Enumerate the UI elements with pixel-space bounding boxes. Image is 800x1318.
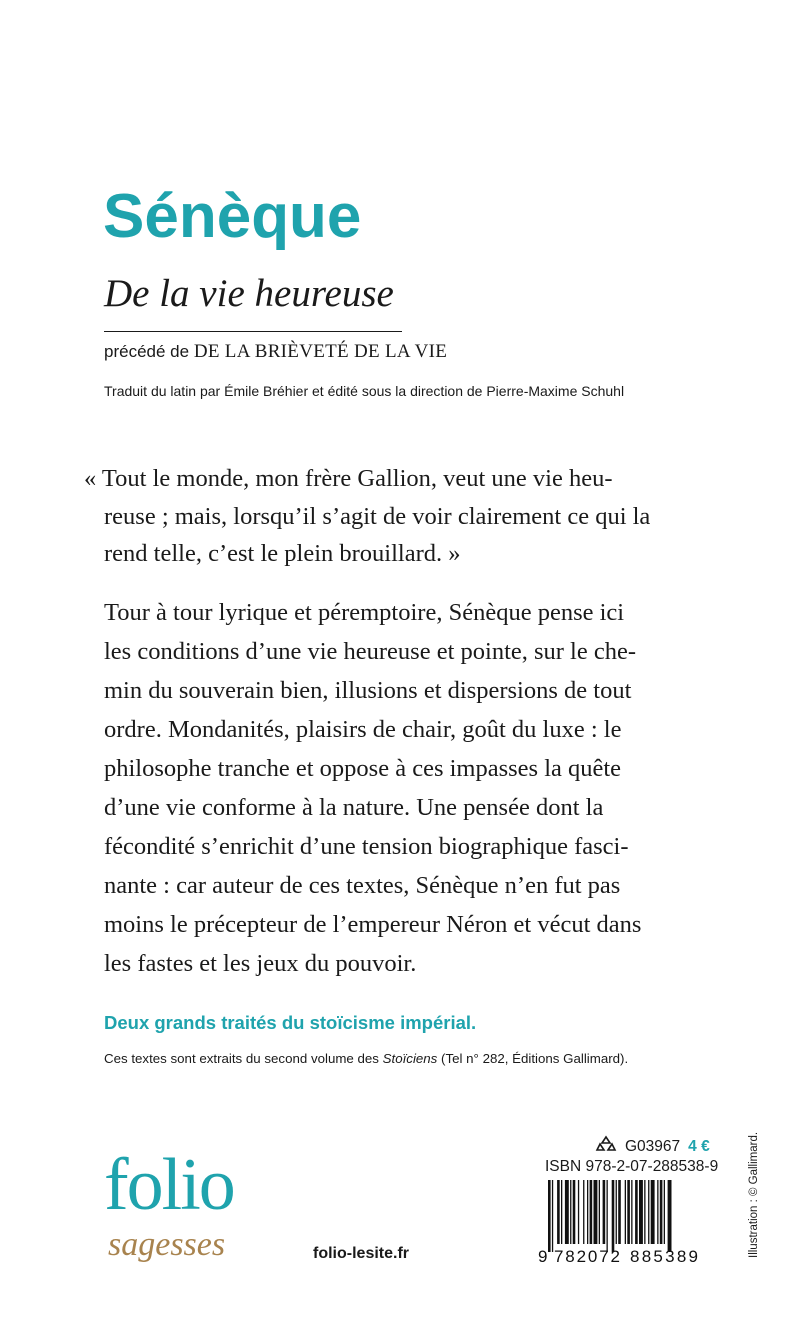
description-block bbox=[104, 593, 710, 983]
quote-line: rend telle, c’est le plein brouillard. » bbox=[104, 540, 461, 567]
barcode-bar bbox=[627, 1180, 630, 1244]
barcode bbox=[536, 1180, 708, 1271]
description-line: les conditions d’une vie heureuse et pointe, sur le che- bbox=[104, 638, 637, 665]
barcode-bar bbox=[616, 1180, 617, 1244]
isbn: ISBN 978-2-07-288538-9 bbox=[545, 1158, 719, 1175]
barcode-bar bbox=[607, 1180, 608, 1252]
description-line: fécondité s’enrichit d’une tension biographique fasci- bbox=[104, 833, 629, 860]
description-line: min du souverain bien, illusions et dispersions de tout bbox=[104, 677, 632, 704]
description-line: philosophe tranche et oppose à ces impasses la quête bbox=[104, 755, 622, 782]
barcode-bar bbox=[599, 1180, 600, 1244]
barcode-bar bbox=[573, 1180, 576, 1244]
book-title: De la vie heureuse bbox=[104, 272, 394, 315]
barcode-bar bbox=[587, 1180, 588, 1244]
product-code: G03967 bbox=[625, 1137, 681, 1155]
website-link[interactable]: folio-lesite.fr bbox=[313, 1245, 410, 1262]
product-code-line bbox=[595, 1135, 710, 1158]
barcode-digit-lead: 9 bbox=[538, 1247, 548, 1266]
description-line: moins le précepteur de l’empereur Néron et vécut dans bbox=[104, 911, 642, 938]
barcode-graphic bbox=[536, 1180, 708, 1266]
description-line: d’une vie conforme à la nature. Une pensée dont la bbox=[104, 794, 604, 821]
title-divider bbox=[104, 331, 402, 332]
quote-line: « Tout le monde, mon frère Gallion, veut une vie heu- bbox=[84, 465, 613, 492]
collection-name: sagesses bbox=[108, 1226, 226, 1263]
folio-logo: folio bbox=[104, 1144, 234, 1226]
description-line: ordre. Mondanités, plaisirs de chair, goût du luxe : le bbox=[104, 716, 622, 743]
barcode-bar bbox=[561, 1180, 562, 1244]
barcode-bar bbox=[668, 1180, 672, 1252]
source-note-end: (Tel n° 282, Éditions Gallimard). bbox=[437, 1051, 629, 1066]
barcode-bar bbox=[578, 1180, 579, 1244]
quote-block bbox=[84, 460, 710, 573]
barcode-bar bbox=[548, 1180, 551, 1252]
barcode-bar bbox=[648, 1180, 649, 1244]
price: 4 € bbox=[688, 1137, 710, 1155]
barcode-bar bbox=[618, 1180, 621, 1244]
barcode-bar bbox=[639, 1180, 643, 1244]
description-line: les fastes et les jeux du pouvoir. bbox=[104, 950, 417, 977]
barcode-bar bbox=[612, 1180, 615, 1252]
barcode-bar bbox=[660, 1180, 663, 1244]
barcode-bar bbox=[570, 1180, 571, 1244]
illustration-credit: Illustration : © Gallimard. bbox=[748, 1131, 760, 1258]
source-note-start: Ces textes sont extraits du second volume des bbox=[104, 1051, 383, 1066]
preceded-work: DE LA BRIÈVETÉ DE LA VIE bbox=[193, 341, 448, 362]
barcode-bar bbox=[603, 1180, 606, 1244]
barcode-bar bbox=[664, 1180, 665, 1244]
barcode-bar bbox=[657, 1180, 658, 1244]
barcode-bar bbox=[552, 1180, 553, 1252]
translation-note: Traduit du latin par Émile Bréhier et édité sous la direction de Pierre-Maxime Schuhl bbox=[104, 383, 625, 399]
barcode-bar bbox=[583, 1180, 584, 1244]
tagline: Deux grands traités du stoïcisme impérial. bbox=[104, 1012, 477, 1033]
barcode-bar bbox=[590, 1180, 593, 1244]
barcode-bar bbox=[625, 1180, 626, 1244]
barcode-bar bbox=[565, 1180, 569, 1244]
quote-line: reuse ; mais, lorsqu’il s’agit de voir clairement ce qui la bbox=[104, 502, 651, 530]
barcode-bar bbox=[594, 1180, 598, 1244]
preceded-line bbox=[104, 342, 447, 363]
preceded-label: précédé de bbox=[104, 342, 190, 361]
source-note-work: Stoïciens bbox=[382, 1051, 438, 1066]
gallimard-logo-icon bbox=[595, 1135, 617, 1158]
description-line: nante : car auteur de ces textes, Sénèque n’en fut pas bbox=[104, 872, 621, 899]
author-name: Sénèque bbox=[103, 182, 362, 251]
source-note bbox=[104, 1051, 628, 1066]
barcode-bar bbox=[635, 1180, 638, 1244]
barcode-bar bbox=[644, 1180, 645, 1244]
barcode-bar bbox=[651, 1180, 655, 1244]
barcode-bar bbox=[557, 1180, 560, 1244]
barcode-digit-left: 782072 bbox=[554, 1247, 620, 1266]
barcode-bar bbox=[631, 1180, 632, 1244]
description-line: Tour à tour lyrique et péremptoire, Sénèque pense ici bbox=[104, 599, 625, 626]
barcode-digit-right: 885389 bbox=[630, 1247, 698, 1266]
